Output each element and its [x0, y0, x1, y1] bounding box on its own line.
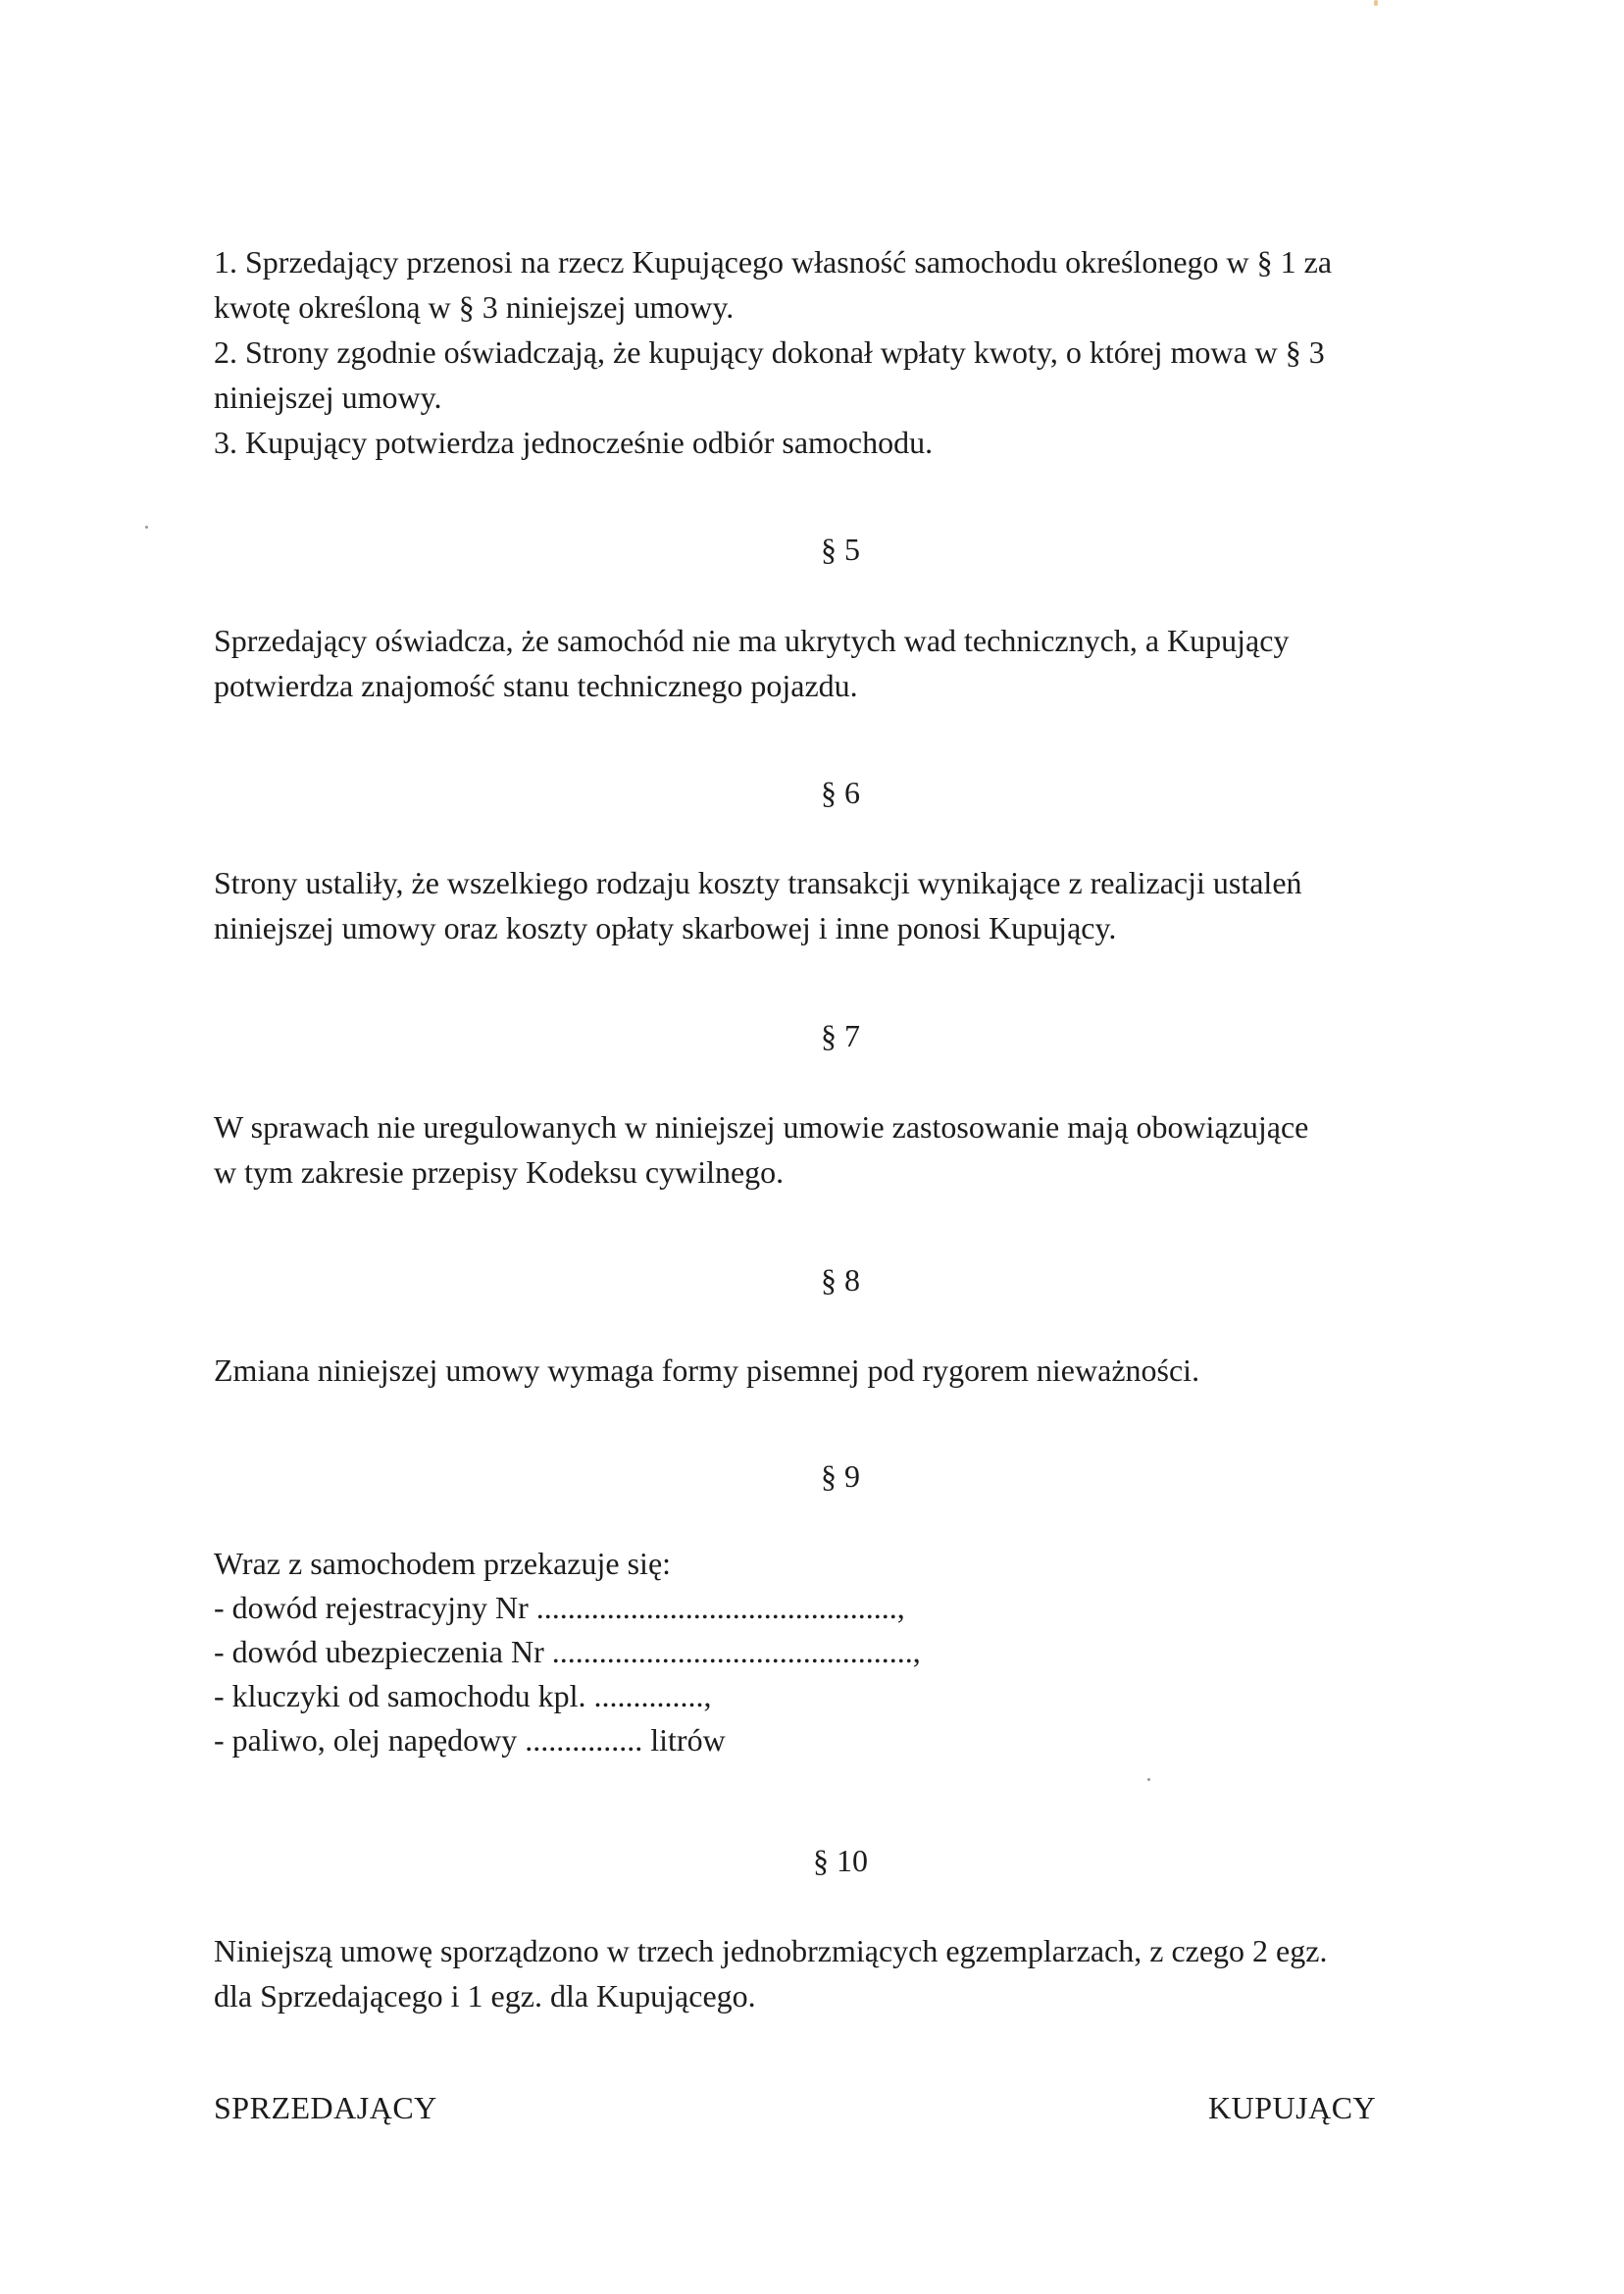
- section-body: [214, 618, 1410, 708]
- section-heading: § 5: [821, 532, 860, 567]
- section-line: Zmiana niniejszej umowy wymaga formy pisemnej pod rygorem nieważności.: [214, 1352, 1200, 1388]
- section-line: niniejszej umowy oraz koszty opłaty skarbowej i inne ponosi Kupujący.: [214, 910, 1117, 945]
- section-line: - paliwo, olej napędowy ............... litrów: [214, 1722, 726, 1758]
- clause-line: niniejszej umowy.: [214, 380, 442, 415]
- section-line: Niniejszą umowę sporządzono w trzech jednobrzmiących egzemplarzach, z czego 2 egz.: [214, 1933, 1328, 1968]
- buyer-signature-label: KUPUJĄCY: [1208, 2090, 1377, 2125]
- clause-line: kwotę określoną w § 3 niniejszej umowy.: [214, 289, 735, 325]
- section-body: [214, 860, 1410, 950]
- section-heading: § 6: [821, 775, 860, 810]
- section-heading: § 9: [821, 1458, 860, 1494]
- section-line: dla Sprzedającego i 1 egz. dla Kupującego.: [214, 1978, 756, 2014]
- section-body: [214, 1928, 1410, 2018]
- scan-speck: [1147, 1778, 1150, 1781]
- section-line: potwierdza znajomość stanu technicznego pojazdu.: [214, 668, 858, 703]
- section-heading: § 10: [813, 1843, 868, 1878]
- scan-mark: [1374, 0, 1378, 6]
- section-body: [214, 1348, 1410, 1393]
- section-line: - dowód rejestracyjny Nr ..............................................,: [214, 1590, 905, 1625]
- clause-line: 2. Strony zgodnie oświadczają, że kupujący dokonał wpłaty kwoty, o której mowa w § 3: [214, 334, 1325, 370]
- section-line: W sprawach nie uregulowanych w niniejszej umowie zastosowanie mają obowiązujące: [214, 1109, 1309, 1145]
- section-body: [214, 1104, 1410, 1195]
- clauses-top: [214, 239, 1410, 465]
- clause-line: 1. Sprzedający przenosi na rzecz Kupującego własność samochodu określonego w § 1 za: [214, 244, 1333, 280]
- section-heading: § 7: [821, 1018, 860, 1053]
- clause-line: 3. Kupujący potwierdza jednocześnie odbiór samochodu.: [214, 425, 934, 460]
- section-line: Wraz z samochodem przekazuje się:: [214, 1546, 672, 1581]
- section-heading: § 8: [821, 1262, 860, 1298]
- section-line: w tym zakresie przepisy Kodeksu cywilnego.: [214, 1154, 785, 1190]
- section-body: [214, 1542, 1410, 1762]
- section-line: - kluczyki od samochodu kpl. ..............,: [214, 1678, 712, 1713]
- section-line: Sprzedający oświadcza, że samochód nie ma ukrytych wad technicznych, a Kupujący: [214, 623, 1290, 658]
- section-line: - dowód ubezpieczenia Nr ..............................................,: [214, 1634, 921, 1669]
- seller-signature-label: SPRZEDAJĄCY: [214, 2090, 437, 2125]
- section-line: Strony ustaliły, że wszelkiego rodzaju koszty transakcji wynikające z realizacji ustaleń: [214, 865, 1302, 900]
